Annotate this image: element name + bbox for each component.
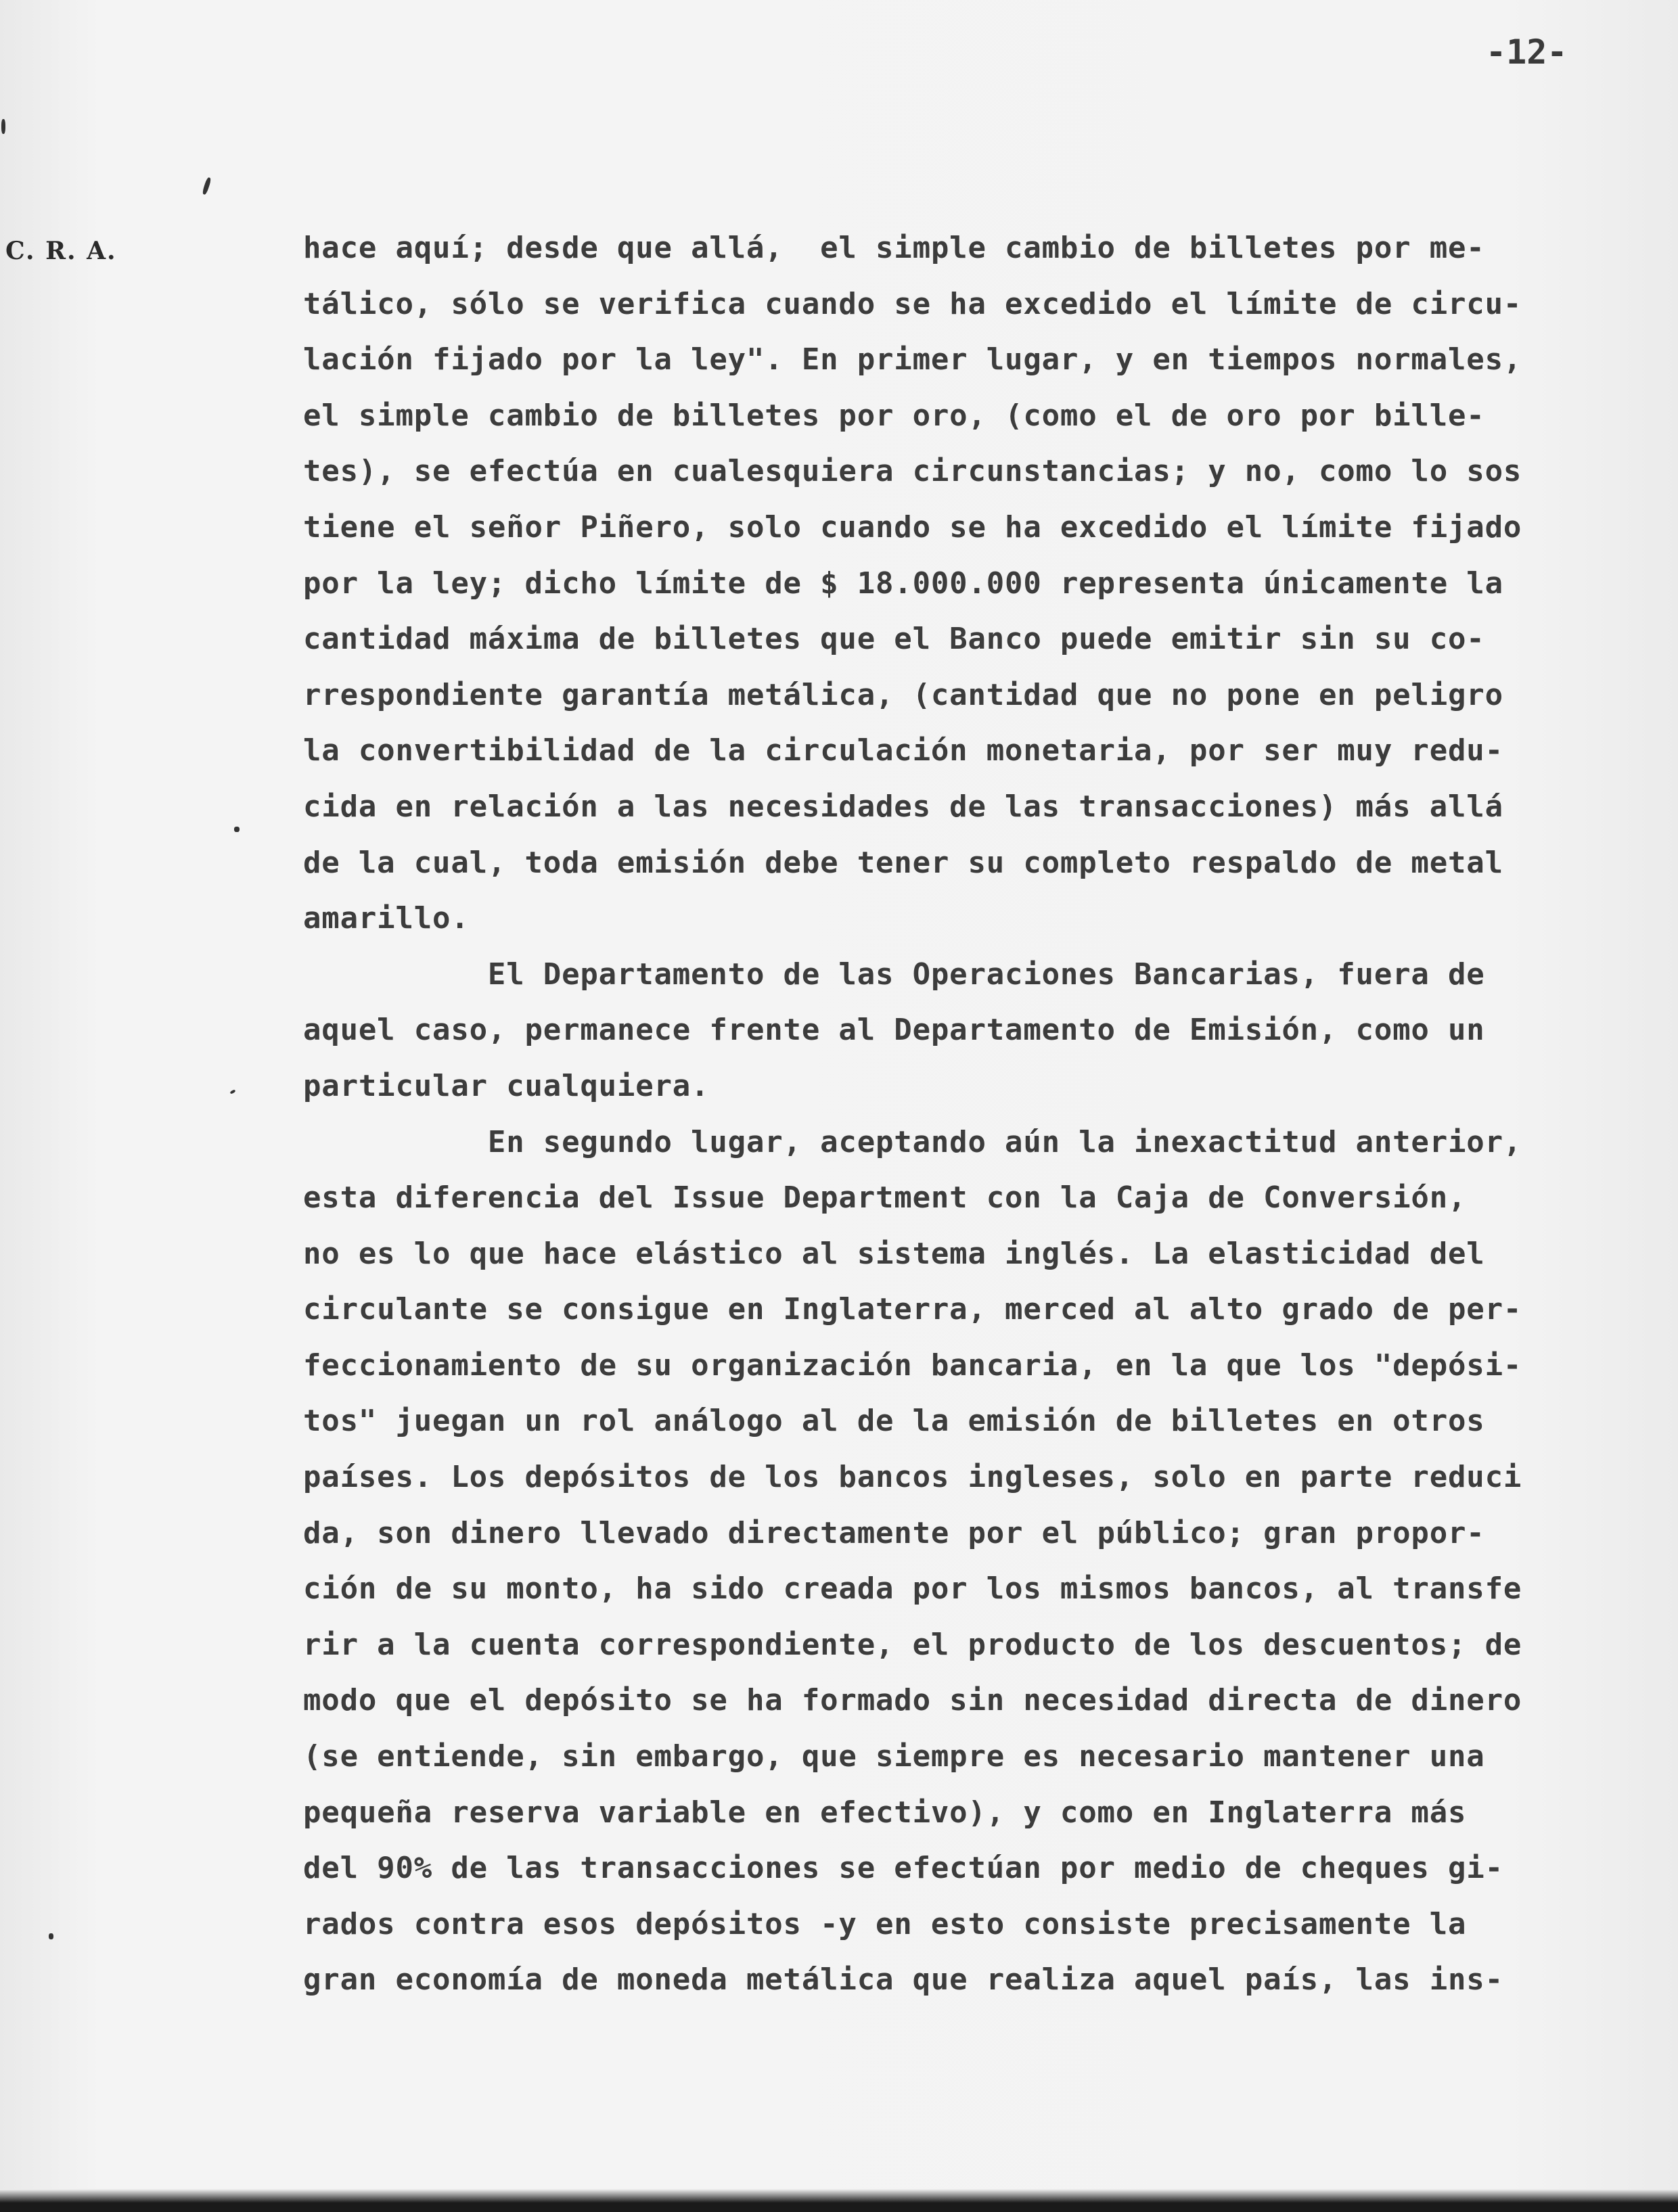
text-line: no es lo que hace elástico al sistema inglés. La elasticidad del	[303, 1236, 1485, 1271]
text-line: tes), se efectúa en cualesquiera circunstancias; y no, como lo sos	[303, 454, 1522, 489]
text-line: circulante se consigue en Inglaterra, merced al alto grado de per-	[303, 1292, 1522, 1327]
scan-bottom-edge	[0, 2189, 1678, 2212]
text-line: feccionamiento de su organización bancaria, en la que los "depósi-	[303, 1347, 1522, 1383]
margin-mark	[1, 119, 5, 134]
text-line: tos" juegan un rol análogo al de la emisión de billetes en otros	[303, 1404, 1485, 1439]
text-line: cida en relación a las necesidades de las transacciones) más allá	[303, 789, 1503, 824]
text-line: modo que el depósito se ha formado sin necesidad directa de dinero	[303, 1683, 1522, 1718]
text-line: rrespondiente garantía metálica, (cantidad que no pone en peligro	[303, 677, 1503, 712]
text-line: amarillo.	[303, 901, 470, 936]
text-line: rir a la cuenta correspondiente, el producto de los descuentos; de	[303, 1627, 1522, 1662]
text-line: países. Los depósitos de los bancos ingleses, solo en parte reduci	[303, 1460, 1522, 1495]
text-line: (se entiende, sin embargo, que siempre es necesario mantener una	[303, 1739, 1485, 1774]
body-text	[303, 221, 1656, 2008]
margin-mark	[49, 1933, 53, 1939]
text-line: tiene el señor Piñero, solo cuando se ha excedido el límite fijado	[303, 509, 1522, 545]
text-line: de la cual, toda emisión debe tener su completo respaldo de metal	[303, 845, 1503, 880]
text-line: ción de su monto, ha sido creada por los mismos bancos, al transfe	[303, 1571, 1522, 1607]
text-line: hace aquí; desde que allá, el simple cambio de billetes por me-	[303, 231, 1485, 265]
page-number: -12-	[1486, 32, 1568, 72]
text-line: En segundo lugar, aceptando aún la inexactitud anterior,	[303, 1124, 1522, 1159]
text-line: gran economía de moneda metálica que realiza aquel país, las ins-	[303, 1962, 1503, 1998]
text-line: pequeña reserva variable en efectivo), y como en Inglaterra más	[303, 1795, 1467, 1830]
text-line: rados contra esos depósitos -y en esto consiste precisamente la	[303, 1906, 1467, 1941]
margin-mark	[202, 177, 212, 195]
text-line: la convertibilidad de la circulación monetaria, por ser muy redu-	[303, 733, 1503, 768]
text-line: por la ley; dicho límite de $ 18.000.000 representa únicamente la	[303, 566, 1503, 601]
margin-mark	[230, 1089, 236, 1094]
text-line: da, son dinero llevado directamente por el público; gran propor-	[303, 1515, 1485, 1550]
margin-mark	[234, 827, 240, 832]
margin-stamp: C. R. A.	[5, 237, 117, 265]
text-line: tálico, sólo se verifica cuando se ha excedido el límite de circu-	[303, 286, 1522, 321]
text-line: particular cualquiera.	[303, 1068, 710, 1103]
text-line: El Departamento de las Operaciones Bancarias, fuera de	[303, 957, 1485, 992]
text-line: esta diferencia del Issue Department con la Caja de Conversión,	[303, 1180, 1467, 1216]
text-line: cantidad máxima de billetes que el Banco puede emitir sin su co-	[303, 622, 1485, 657]
text-line: lación fijado por la ley". En primer lugar, y en tiempos normales,	[303, 342, 1522, 377]
text-line: el simple cambio de billetes por oro, (como el de oro por bille-	[303, 398, 1485, 433]
text-line: del 90% de las transacciones se efectúan por medio de cheques gi-	[303, 1851, 1503, 1886]
text-line: aquel caso, permanece frente al Departamento de Emisión, como un	[303, 1013, 1485, 1048]
